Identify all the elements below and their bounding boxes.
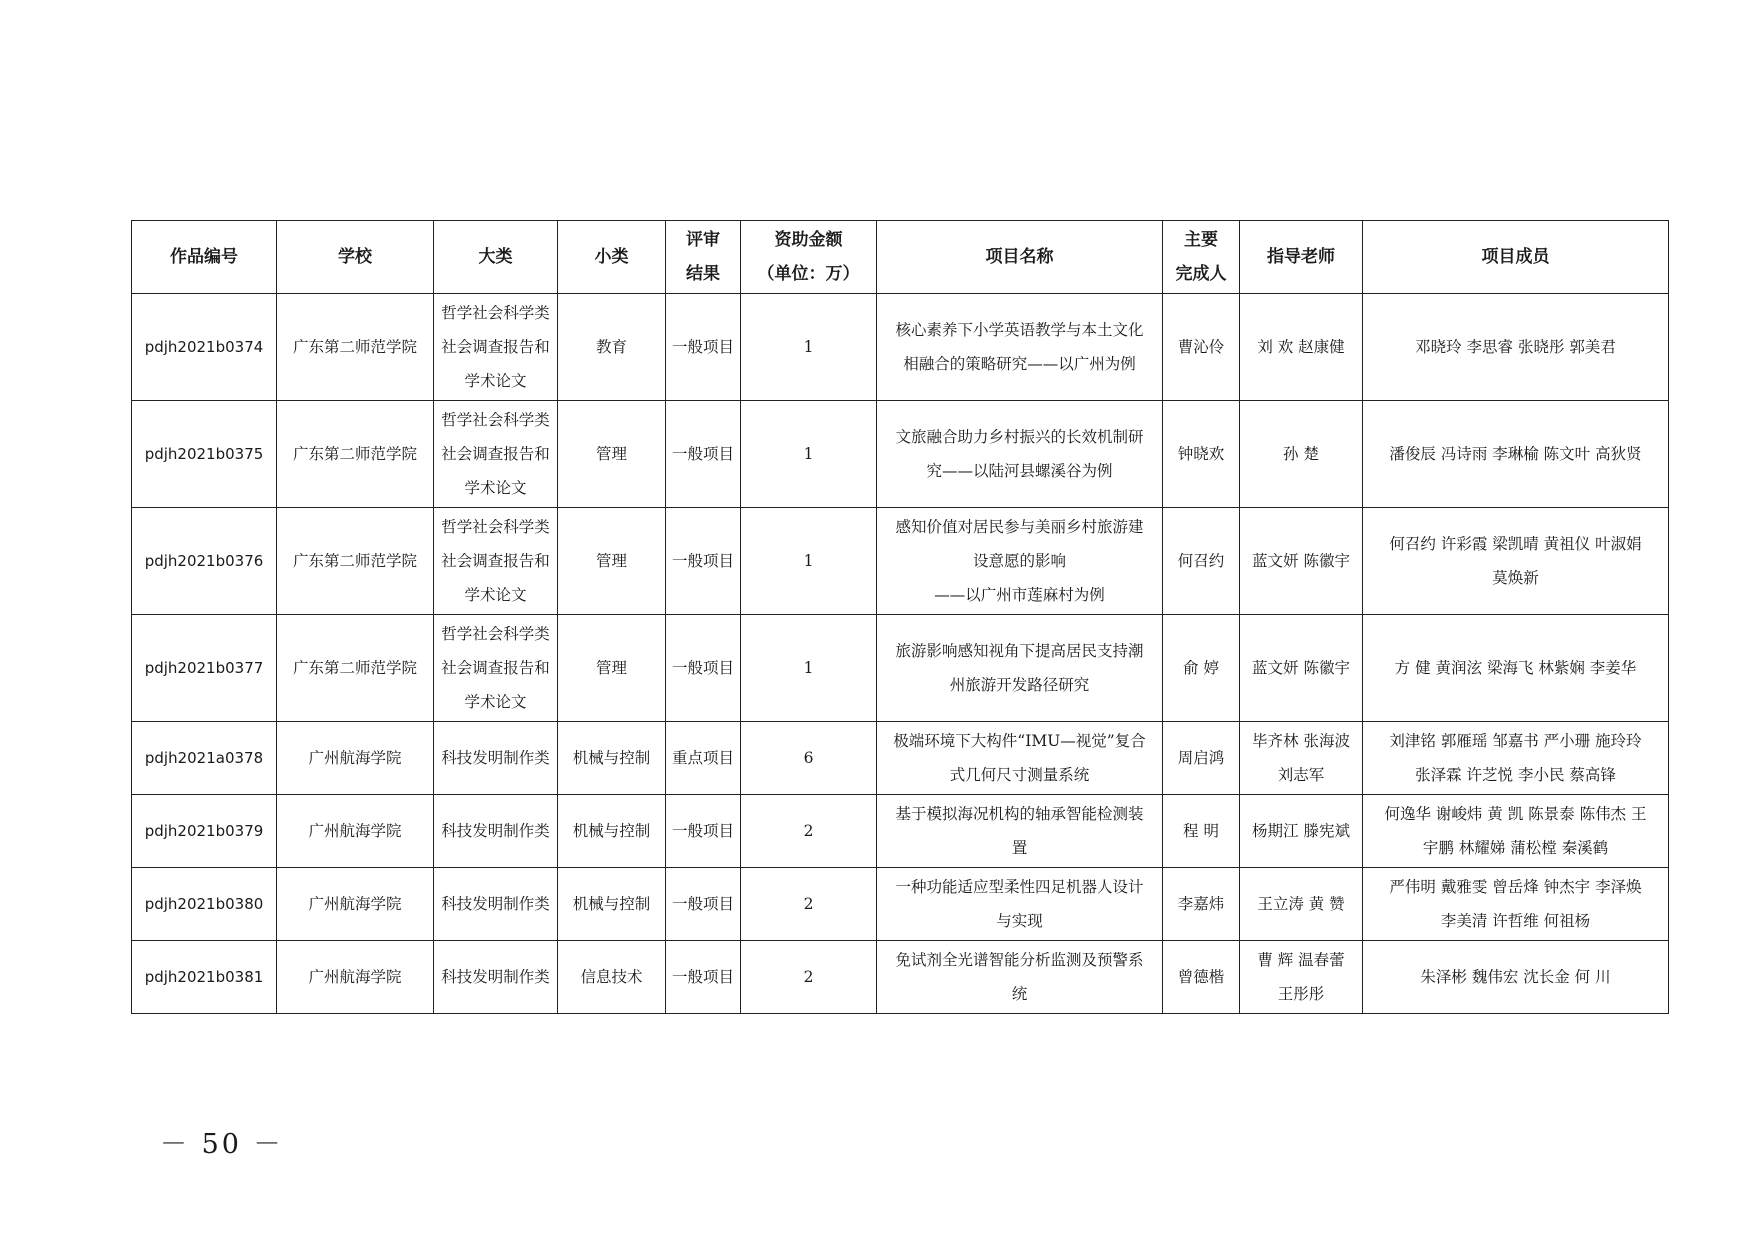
cell-project-name: 极端环境下大构件“IMU—视觉”复合 式几何尺寸测量系统 [877,722,1163,795]
cell-funding-amount: 1 [741,401,877,508]
cell-lead-author: 俞 婷 [1163,615,1240,722]
cell-review-result: 一般项目 [666,941,741,1014]
cell-subcategory: 管理 [558,615,666,722]
cell-lead-author: 周启鸿 [1163,722,1240,795]
cell-advisors: 蓝文妍 陈徽宇 [1240,615,1363,722]
cell-school: 广州航海学院 [277,868,434,941]
cell-review-result: 一般项目 [666,401,741,508]
cell-school: 广州航海学院 [277,795,434,868]
cell-subcategory: 机械与控制 [558,868,666,941]
cell-work-id: pdjh2021b0381 [132,941,277,1014]
table-row [132,294,1669,401]
cell-lead-author: 程 明 [1163,795,1240,868]
cell-members: 严伟明 戴雅雯 曾岳烽 钟杰宇 李泽焕 李美清 许哲维 何祖杨 [1363,868,1669,941]
table-row [132,795,1669,868]
cell-subcategory: 机械与控制 [558,795,666,868]
cell-category: 哲学社会科学类 社会调查报告和 学术论文 [434,508,558,615]
cell-category: 哲学社会科学类 社会调查报告和 学术论文 [434,294,558,401]
page-number: － 50 － [160,1129,284,1160]
cell-project-name: 一种功能适应型柔性四足机器人设计 与实现 [877,868,1163,941]
cell-subcategory: 管理 [558,508,666,615]
cell-review-result: 一般项目 [666,795,741,868]
cell-subcategory: 教育 [558,294,666,401]
cell-category: 哲学社会科学类 社会调查报告和 学术论文 [434,401,558,508]
cell-funding-amount: 2 [741,868,877,941]
cell-lead-author: 钟晓欢 [1163,401,1240,508]
cell-advisors: 毕齐林 张海波 刘志军 [1240,722,1363,795]
table-header-row [132,221,1669,294]
cell-funding-amount: 2 [741,795,877,868]
cell-members: 刘津铭 郭雁瑶 邹嘉书 严小珊 施玲玲 张泽霖 许芝悦 李小民 蔡高锋 [1363,722,1669,795]
cell-advisors: 杨期江 滕宪斌 [1240,795,1363,868]
cell-category: 科技发明制作类 [434,941,558,1014]
cell-review-result: 一般项目 [666,615,741,722]
cell-members: 邓晓玲 李思睿 张晓彤 郭美君 [1363,294,1669,401]
cell-project-name: 免试剂全光谱智能分析监测及预警系 统 [877,941,1163,1014]
header-school: 学校 [277,221,434,294]
award-table [131,220,1669,1014]
cell-school: 广东第二师范学院 [277,508,434,615]
table-row [132,508,1669,615]
cell-subcategory: 信息技术 [558,941,666,1014]
cell-project-name: 感知价值对居民参与美丽乡村旅游建 设意愿的影响 ——以广州市莲麻村为例 [877,508,1163,615]
cell-review-result: 一般项目 [666,294,741,401]
cell-school: 广东第二师范学院 [277,615,434,722]
cell-lead-author: 曾德楷 [1163,941,1240,1014]
cell-advisors: 曹 辉 温春蕾 王彤彤 [1240,941,1363,1014]
cell-work-id: pdjh2021b0380 [132,868,277,941]
cell-advisors: 蓝文妍 陈徽宇 [1240,508,1363,615]
table-row [132,615,1669,722]
table-row [132,401,1669,508]
cell-project-name: 核心素养下小学英语教学与本土文化 相融合的策略研究——以广州为例 [877,294,1163,401]
cell-category: 哲学社会科学类 社会调查报告和 学术论文 [434,615,558,722]
cell-review-result: 一般项目 [666,508,741,615]
cell-members: 朱泽彬 魏伟宏 沈长金 何 川 [1363,941,1669,1014]
cell-funding-amount: 1 [741,508,877,615]
cell-funding-amount: 6 [741,722,877,795]
cell-school: 广东第二师范学院 [277,401,434,508]
cell-work-id: pdjh2021b0376 [132,508,277,615]
cell-advisors: 孙 楚 [1240,401,1363,508]
cell-advisors: 刘 欢 赵康健 [1240,294,1363,401]
header-funding-amount: 资助金额 （单位：万） [741,221,877,294]
cell-category: 科技发明制作类 [434,795,558,868]
cell-school: 广州航海学院 [277,941,434,1014]
cell-review-result: 一般项目 [666,868,741,941]
cell-lead-author: 何召约 [1163,508,1240,615]
cell-work-id: pdjh2021b0374 [132,294,277,401]
header-project-name: 项目名称 [877,221,1163,294]
cell-work-id: pdjh2021b0377 [132,615,277,722]
header-category: 大类 [434,221,558,294]
cell-funding-amount: 1 [741,294,877,401]
header-subcategory: 小类 [558,221,666,294]
header-advisors: 指导老师 [1240,221,1363,294]
cell-members: 何逸华 谢峻炜 黄 凯 陈景泰 陈伟杰 王 宇鹏 林耀娣 蒲松樘 秦溪鹤 [1363,795,1669,868]
cell-subcategory: 机械与控制 [558,722,666,795]
cell-project-name: 旅游影响感知视角下提高居民支持潮 州旅游开发路径研究 [877,615,1163,722]
cell-project-name: 文旅融合助力乡村振兴的长效机制研 究——以陆河县螺溪谷为例 [877,401,1163,508]
header-work-id: 作品编号 [132,221,277,294]
cell-members: 方 健 黄润泫 梁海飞 林紫娴 李姜华 [1363,615,1669,722]
table-row [132,722,1669,795]
cell-work-id: pdjh2021a0378 [132,722,277,795]
cell-funding-amount: 1 [741,615,877,722]
table-row [132,868,1669,941]
cell-lead-author: 李嘉炜 [1163,868,1240,941]
cell-category: 科技发明制作类 [434,722,558,795]
cell-advisors: 王立涛 黄 赞 [1240,868,1363,941]
cell-members: 潘俊辰 冯诗雨 李琳榆 陈文叶 高狄贤 [1363,401,1669,508]
cell-category: 科技发明制作类 [434,868,558,941]
cell-funding-amount: 2 [741,941,877,1014]
header-review-result: 评审 结果 [666,221,741,294]
cell-project-name: 基于模拟海况机构的轴承智能检测装 置 [877,795,1163,868]
table-row [132,941,1669,1014]
header-lead-author: 主要 完成人 [1163,221,1240,294]
header-members: 项目成员 [1363,221,1669,294]
cell-work-id: pdjh2021b0375 [132,401,277,508]
cell-lead-author: 曹沁伶 [1163,294,1240,401]
cell-subcategory: 管理 [558,401,666,508]
cell-review-result: 重点项目 [666,722,741,795]
cell-school: 广州航海学院 [277,722,434,795]
cell-work-id: pdjh2021b0379 [132,795,277,868]
award-table-container [131,220,1668,1014]
cell-members: 何召约 许彩霞 梁凯晴 黄祖仪 叶淑娟 莫焕新 [1363,508,1669,615]
cell-school: 广东第二师范学院 [277,294,434,401]
